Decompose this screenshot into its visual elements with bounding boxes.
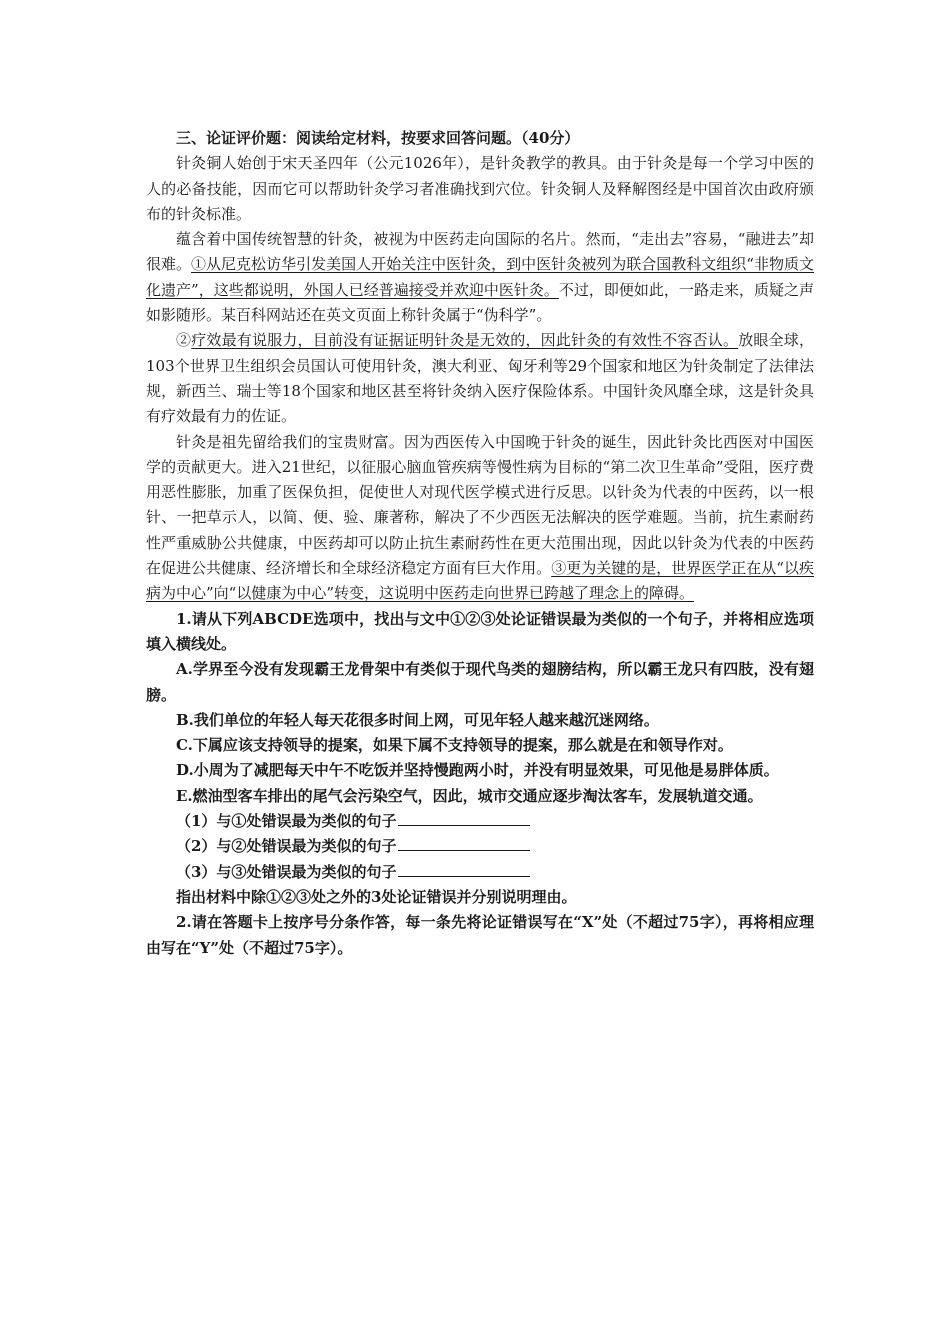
option-d: D.小周为了减肥每天中午不吃饭并坚持慢跑两小时，并没有明显效果，可见他是易胖体质。	[176, 761, 779, 780]
question-1: 1.请从下列ABCDE选项中，找出与文中①②③处论证错误最为类似的一个句子，并将相应选项填入横线处。	[146, 609, 814, 653]
blank-line-3	[146, 860, 814, 885]
option-e: E.燃油型客车排出的尾气会污染空气，因此，城市交通应逐步淘汰客车，发展轨道交通。	[176, 786, 763, 805]
blank-3-label: （3）与③处错误最为类似的句子	[176, 862, 397, 881]
option-a: A.学界至今没有发现霸王龙骨架中有类似于现代鸟类的翅膀结构，所以霸王龙只有四肢，没有翅膀。	[146, 660, 814, 704]
answer-blank-2[interactable]	[398, 835, 530, 851]
paragraph-2	[146, 227, 814, 328]
paragraph-2-intro: 蕴含着中国传统智慧的针灸，被视为中医药走向国际的名片。然而，“走出去”容易，“融进去”却很难。	[146, 230, 814, 274]
blank-2-label: （2）与②处错误最为类似的句子	[176, 837, 397, 856]
argument-3-underlined: ③更为关键的是，世界医学正在从“以疾病为中心”向“以健康为中心”转变，这说明中医药走向世界已跨越了理念上的障碍。	[146, 559, 814, 603]
blank-line-2	[146, 834, 814, 859]
answer-blank-1[interactable]	[398, 810, 530, 826]
paragraph-2-rest: 不过，即便如此，一路走来，质疑之声如影随形。某百科网站还在英文页面上称针灸属于“伪科学”。	[146, 280, 814, 325]
paragraph-3	[146, 328, 814, 429]
answer-blank-3[interactable]	[398, 861, 530, 877]
argument-1-underlined: ①从尼克松访华引发美国人开始关注中医针灸，到中医针灸被列为联合国教科文组织“非物质文化遗产”，这些都说明，外国人已经普遍接受并欢迎中医针灸。	[146, 255, 814, 299]
blank-line-1	[146, 809, 814, 834]
paragraph-4	[146, 430, 814, 607]
paragraph-4-body: 针灸是祖先留给我们的宝贵财富。因为西医传入中国晚于针灸的诞生，因此针灸比西医对中国医学的贡献更大。进入21世纪，以征服心脑血管疾病等慢性病为目标的“第二次卫生革命”受阻，医疗费用恶性膨胀，加重了医保负担，促使世人对现代医学模式进行反思。以针灸为代表的中医药，以一根针、一把草示人，以简、便、验、廉著称，解决了不少西医无法解决的医学难题。当前，抗生素耐药性严重威胁公共健康，中医药却可以防止抗生素耐药性在更大范围出现，因此以针灸为代表的中医药在促进公共健康、经济增长和全球经济稳定方面有巨大作用。	[146, 432, 814, 578]
argument-2-marker: ②	[176, 331, 192, 350]
section-heading: 三、论证评价题：阅读给定材料，按要求回答问题。（40分）	[176, 129, 580, 147]
document-page	[146, 126, 814, 961]
question-2: 2.请在答题卡上按序号分条作答，每一条先将论证错误写在“X”处（不超过75字），再将相应理由写在“Y”处（不超过75字）。	[146, 913, 814, 957]
option-b: B.我们单位的年轻人每天花很多时间上网，可见年轻人越来越沉迷网络。	[176, 710, 659, 729]
option-c: C.下属应该支持领导的提案，如果下属不支持领导的提案，那么就是在和领导作对。	[176, 736, 733, 755]
instruction-text: 指出材料中除①②③处之外的3处论证错误并分别说明理由。	[176, 887, 577, 906]
paragraph-1: 针灸铜人始创于宋天圣四年（公元1026年），是针灸教学的教具。由于针灸是每一个学习中医的人的必备技能，因而它可以帮助针灸学习者准确找到穴位。针灸铜人及释解图经是中国首次由政府颁布的针灸标准。	[146, 154, 814, 223]
blank-1-label: （1）与①处错误最为类似的句子	[176, 812, 397, 831]
paragraph-3-rest: 放眼全球，103个世界卫生组织会员国认可使用针灸，澳大利亚、匈牙利等29个国家和地区为针灸制定了法律法规，新西兰、瑞士等18个国家和地区甚至将针灸纳入医疗保险体系。中国针灸风靡全球，这是针灸具有疗效最有力的佐证。	[146, 331, 814, 426]
argument-2-underlined: 疗效最有说服力，目前没有证据证明针灸是无效的，因此针灸的有效性不容否认。	[191, 331, 739, 350]
